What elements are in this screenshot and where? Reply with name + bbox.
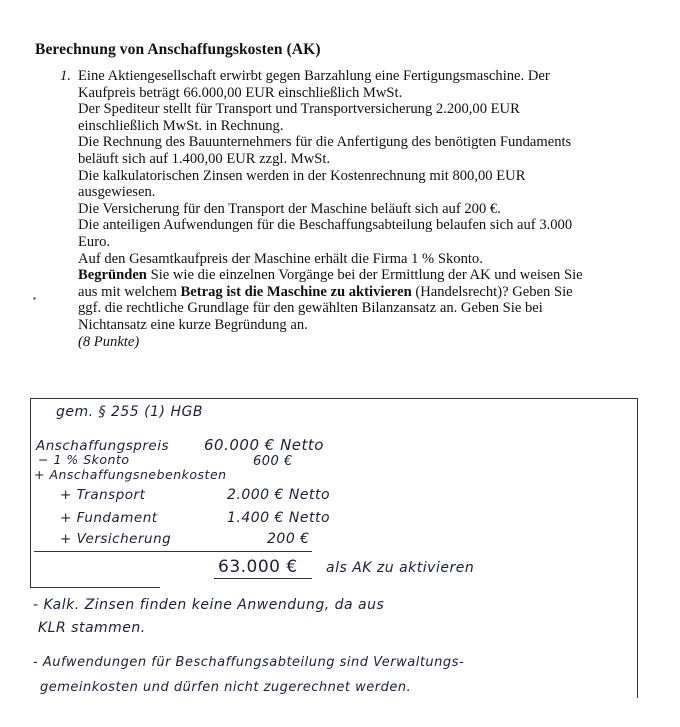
task-line: Die Rechnung des Bauunternehmers für die Anfertigung des benötigten Fundaments xyxy=(78,134,572,151)
task-line: Die Versicherung für den Transport der Maschine beläuft sich auf 200 €. xyxy=(78,200,501,217)
scan-speck xyxy=(33,297,36,300)
note-line: - Aufwendungen für Beschaffungsabteilung sind Verwaltungs- xyxy=(33,655,465,670)
row-label: + Transport xyxy=(60,487,146,503)
total-note: als AK zu aktivieren xyxy=(326,560,475,576)
total-value: 63.000 € xyxy=(218,557,298,577)
note-line: gemeinkosten und dürfen nicht zugerechnet werden. xyxy=(40,680,412,695)
points-label: (8 Punkte) xyxy=(78,333,140,350)
task-line: Auf den Gesamtkaufpreis der Maschine erhält die Firma 1 % Skonto. xyxy=(78,250,483,267)
page-title: Berechnung von Anschaffungskosten (AK) xyxy=(35,41,321,58)
row-value: 60.000 € Netto xyxy=(204,436,324,454)
sum-line xyxy=(34,551,312,552)
instruction-bold: Begründen xyxy=(78,267,147,284)
task-line: Eine Aktiengesellschaft erwirbt gegen Barzahlung eine Fertigungsmaschine. Der xyxy=(78,68,550,84)
note-line: KLR stammen. xyxy=(38,620,146,636)
answer-box-right-border xyxy=(637,398,638,698)
instruction-text: aus mit welchem xyxy=(78,283,181,300)
task-instruction-line3: ggf. die rechtliche Grundlage für den gewählten Bilanzansatz an. Geben Sie bei xyxy=(78,300,543,317)
task-line: beläuft sich auf 1.400,00 EUR zzgl. MwSt. xyxy=(78,150,331,167)
answer-box-left-border xyxy=(30,398,31,587)
row-value: 600 € xyxy=(253,454,293,469)
answer-box-top-border xyxy=(30,398,638,399)
row-label: − 1 % Skonto xyxy=(38,452,130,467)
total-underline xyxy=(214,578,312,579)
task-instruction-line4: Nichtansatz eine kurze Begründung an. xyxy=(78,316,308,333)
row-value: 2.000 € Netto xyxy=(227,487,331,503)
task-instruction-line2 xyxy=(78,284,668,301)
instruction-bold: Betrag ist die Maschine zu aktivieren xyxy=(180,283,412,300)
row-label: + Versicherung xyxy=(60,531,172,547)
answer-box-bottom-left-border xyxy=(30,587,160,588)
task-line: Euro. xyxy=(78,233,111,250)
task-number: 1. xyxy=(60,68,71,84)
task-line: Der Spediteur stellt für Transport und Transportversicherung 2.200,00 EUR xyxy=(78,101,520,118)
task-instruction-line1 xyxy=(78,267,668,284)
instruction-text: Sie wie die einzelnen Vorgänge bei der Ermittlung der AK und weisen Sie xyxy=(146,267,583,284)
row-label: Anschaffungspreis xyxy=(36,438,170,454)
task-points xyxy=(78,334,668,351)
row-label: + Fundament xyxy=(60,510,158,526)
task-line: ausgewiesen. xyxy=(78,184,156,201)
row-label: + Anschaffungsnebenkosten xyxy=(34,467,227,482)
row-value: 200 € xyxy=(267,531,310,547)
legal-basis: gem. § 255 (1) HGB xyxy=(56,404,203,420)
task-line: Die kalkulatorischen Zinsen werden in der Kostenrechnung mit 800,00 EUR xyxy=(78,167,526,184)
note-line: - Kalk. Zinsen finden keine Anwendung, da aus xyxy=(33,597,385,613)
task-line: Die anteiligen Aufwendungen für die Beschaffungsabteilung belaufen sich auf 3.000 xyxy=(78,217,573,234)
task-text xyxy=(78,68,668,350)
task-line: Kaufpreis beträgt 66.000,00 EUR einschließlich MwSt. xyxy=(78,84,403,101)
row-value: 1.400 € Netto xyxy=(227,510,331,526)
instruction-text: (Handelsrecht)? Geben Sie xyxy=(411,283,573,300)
task-line: einschließlich MwSt. in Rechnung. xyxy=(78,117,284,134)
